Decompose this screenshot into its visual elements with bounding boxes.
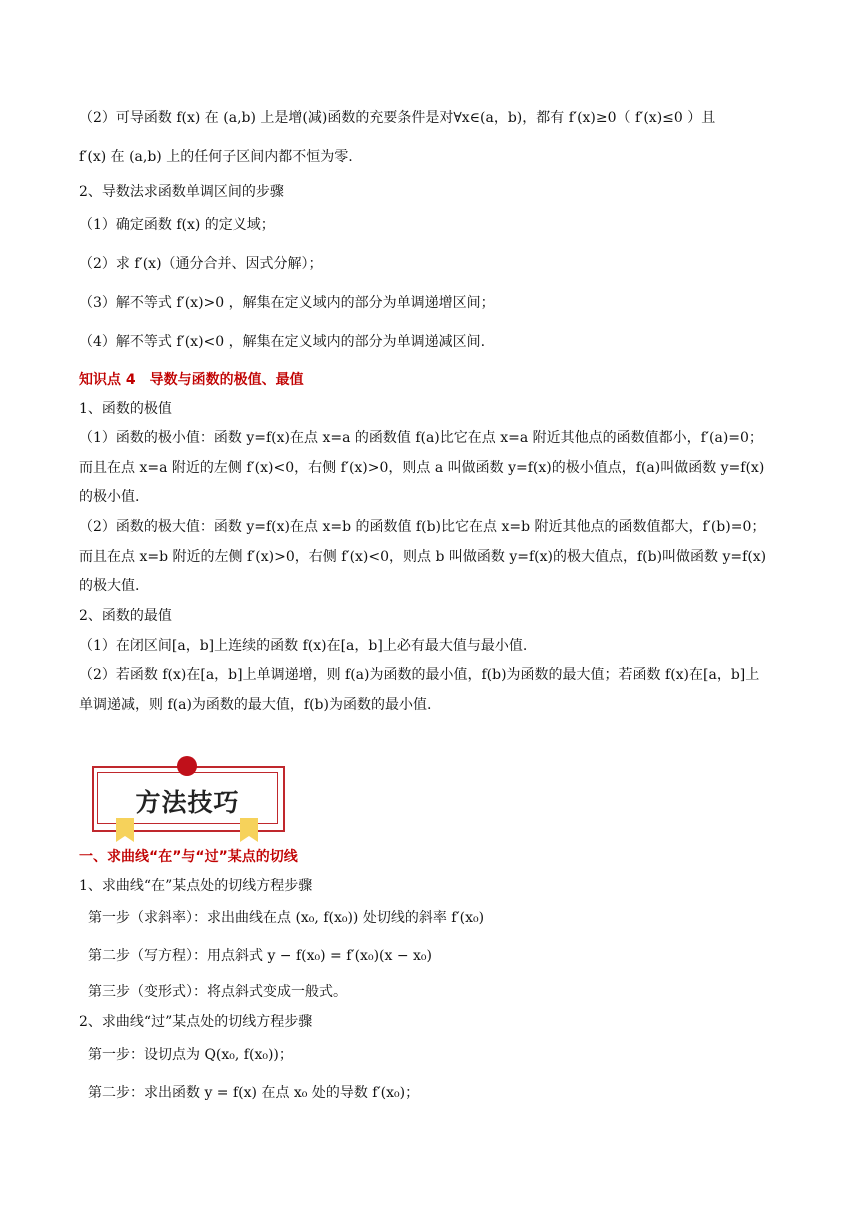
text-line: 第三步（变形式）：将点斜式变成一般式。 [88, 984, 347, 1000]
text-line: 第一步：设切点为 Q(x₀, f(x₀))； [88, 1047, 293, 1063]
method-banner [92, 766, 283, 830]
text-line: 第一步（求斜率）：求出曲线在点 (x₀, f(x₀)) 处切线的斜率 f′(x₀) [88, 910, 485, 926]
text-line: 单调递减，则 f(a)为函数的最大值，f(b)为函数的最小值. [79, 697, 432, 713]
section-heading: 知识点 4 导数与函数的极值、最值 [79, 372, 304, 388]
subheading: 2、求曲线“过”某点处的切线方程步骤 [79, 1014, 313, 1030]
text-line: （2）若函数 f(x)在[a，b]上单调递增，则 f(a)为函数的最小值，f(b)为函数的最大值；若函数 f(x)在[a，b]上 [79, 667, 760, 683]
text-line: 第二步（写方程）：用点斜式 y − f(x₀) = f′(x₀)(x − x₀) [88, 948, 432, 964]
text-line: （2）可导函数 f(x) 在 (a,b) 上是增(减)函数的充要条件是对∀x∈(a，b)，都有 f′(x)≥0（ f′(x)≤0 ）且 [79, 110, 716, 126]
text-line: （3）解不等式 f′(x)>0 ，解集在定义域内的部分为单调递增区间； [79, 295, 495, 311]
text-line: 而且在点 x=a 附近的左侧 f′(x)<0，右侧 f′(x)>0，则点 a 叫做函数 y=f(x)的极小值点，f(a)叫做函数 y=f(x) [79, 460, 765, 476]
banner-dot-icon [177, 756, 197, 776]
subheading: 1、函数的极值 [79, 401, 172, 417]
text-line: （1）在闭区间[a，b]上连续的函数 f(x)在[a，b]上必有最大值与最小值. [79, 638, 528, 654]
banner-title: 方法技巧 [135, 788, 240, 817]
text-line: 的极小值. [79, 489, 140, 505]
text-line: （2）求 f′(x)（通分合并、因式分解）； [79, 256, 323, 272]
text-line: 的极大值. [79, 578, 140, 594]
text-line: 第二步：求出函数 y = f(x) 在点 x₀ 处的导数 f′(x₀)； [88, 1085, 420, 1101]
text-line: （1）确定函数 f(x) 的定义域； [79, 217, 275, 233]
subheading: 1、求曲线“在”某点处的切线方程步骤 [79, 878, 313, 894]
text-line: （1）函数的极小值：函数 y=f(x)在点 x=a 的函数值 f(a)比它在点 x=a 附近其他点的函数值都小，f′(a)=0； [79, 430, 763, 446]
text-line: 而且在点 x=b 附近的左侧 f′(x)>0，右侧 f′(x)<0，则点 b 叫做函数 y=f(x)的极大值点，f(b)叫做函数 y=f(x) [79, 549, 767, 565]
ribbon-right-icon [240, 818, 258, 842]
ribbon-left-icon [116, 818, 134, 842]
text-line: （4）解不等式 f′(x)<0 ，解集在定义域内的部分为单调递减区间. [79, 334, 486, 350]
subheading: 2、导数法求函数单调区间的步骤 [79, 184, 284, 200]
text-line: f′(x) 在 (a,b) 上的任何子区间内都不恒为零. [79, 149, 353, 165]
text-line: （2）函数的极大值：函数 y=f(x)在点 x=b 的函数值 f(b)比它在点 x=b 附近其他点的函数值都大，f′(b)=0； [79, 519, 766, 535]
section-heading: 一、求曲线“在”与“过”某点的切线 [79, 849, 298, 865]
subheading: 2、函数的最值 [79, 608, 172, 624]
